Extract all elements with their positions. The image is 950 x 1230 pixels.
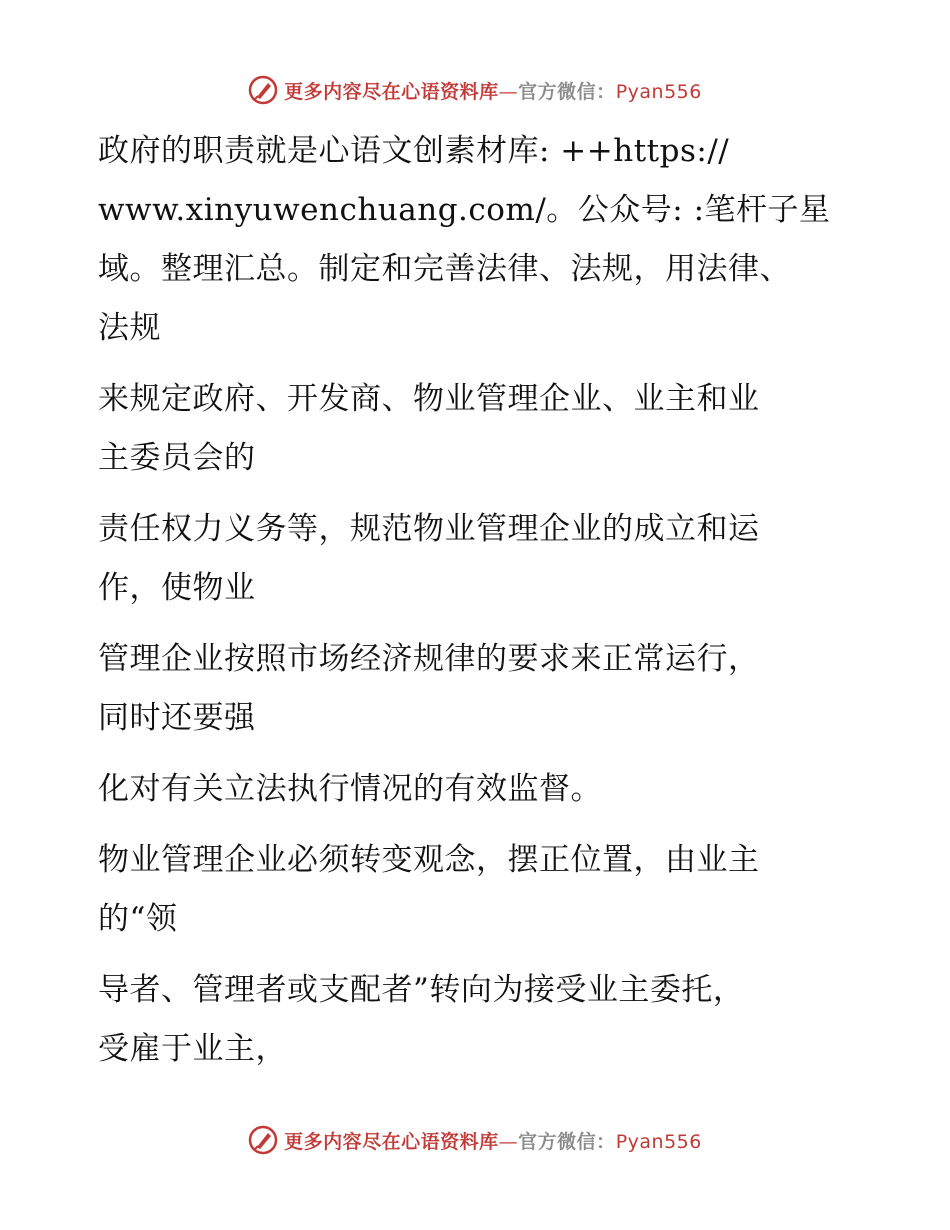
paragraph (98, 500, 858, 618)
paragraph (98, 760, 858, 819)
paragraph (98, 831, 858, 949)
paragraph (98, 370, 858, 488)
text-line: 主委员会的 (98, 440, 256, 476)
text-line: www.xinyuwenchuang.com/。公众号: :笔杆子星 (98, 192, 831, 228)
text-line: 导者、管理者或支配者”转向为接受业主委托， (98, 972, 745, 1008)
text-line: 责任权力义务等，规范物业管理企业的成立和运 (98, 511, 760, 547)
banner-middle: 官方微信： (518, 1130, 616, 1153)
text-line: 政府的职责就是心语文创素材库: ++https:// (98, 133, 730, 169)
paragraph (98, 630, 858, 748)
banner-dash: — (498, 1130, 519, 1153)
banner-wechat-id: Pyan556 (615, 1130, 702, 1153)
text-line: 法规 (98, 310, 161, 346)
banner-dash: — (498, 80, 519, 103)
banner-prefix: 更多内容尽在心语资料库 (284, 80, 499, 103)
footer-banner (0, 1120, 950, 1160)
text-line: 管理企业按照市场经济规律的要求来正常运行， (98, 641, 760, 677)
text-line: 物业管理企业必须转变观念，摆正位置，由业主 (98, 842, 760, 878)
text-line: 化对有关立法执行情况的有效监督。 (98, 771, 602, 807)
paragraph (98, 961, 858, 1079)
banner-middle: 官方微信： (518, 80, 616, 103)
banner-wechat-id: Pyan556 (615, 80, 702, 103)
text-line: 受雇于业主， (98, 1031, 287, 1067)
header-banner (0, 70, 950, 110)
text-line: 作，使物业 (98, 570, 256, 606)
text-line: 同时还要强 (98, 700, 256, 736)
text-line: 的“领 (98, 901, 178, 937)
banner-prefix: 更多内容尽在心语资料库 (284, 1130, 499, 1153)
text-line: 域。整理汇总。制定和完善法律、法规，用法律、 (98, 251, 791, 287)
banner-text (284, 1127, 702, 1154)
paragraph (98, 122, 858, 358)
quill-logo-icon (248, 1125, 278, 1155)
document-body (98, 122, 858, 1091)
banner-text (284, 77, 702, 104)
text-line: 来规定政府、开发商、物业管理企业、业主和业 (98, 381, 760, 417)
quill-logo-icon (248, 75, 278, 105)
